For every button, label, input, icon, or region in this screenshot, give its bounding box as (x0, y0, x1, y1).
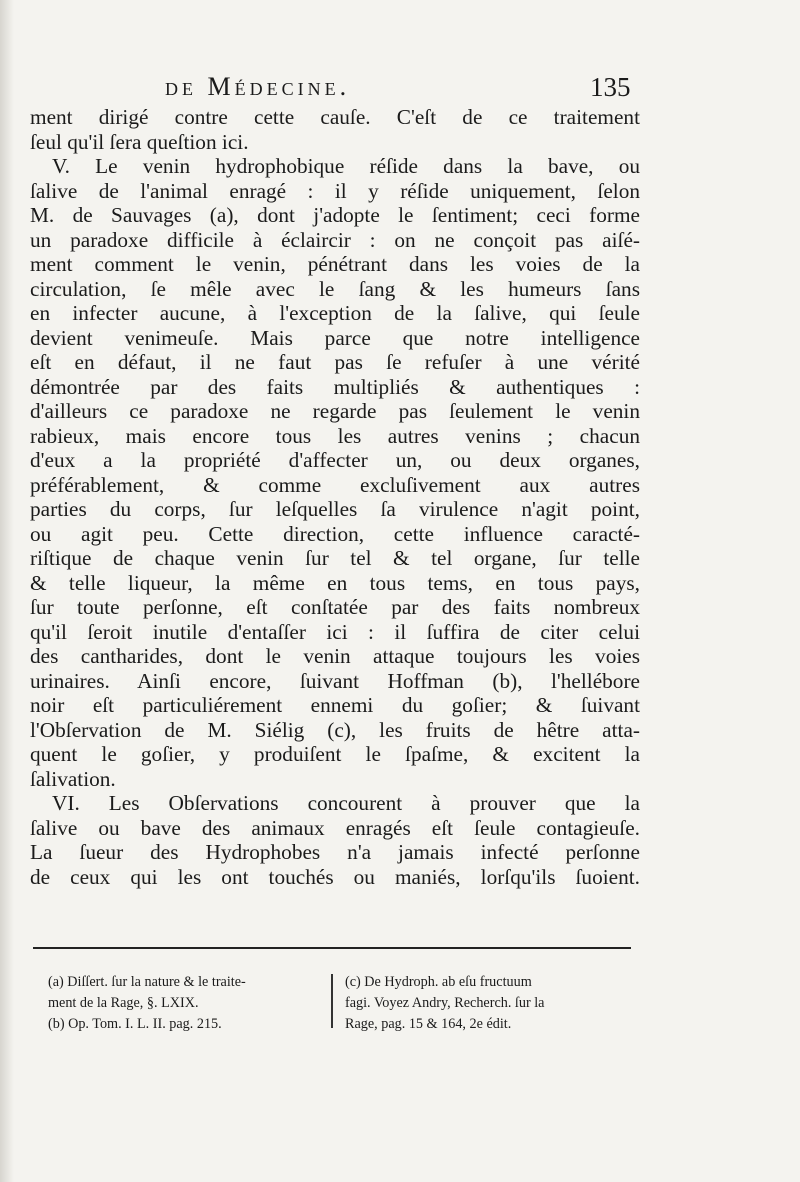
text-line: préférablement, & comme excluſivement aux autres (30, 472, 640, 497)
page-header (30, 72, 630, 102)
footnote-line: (b) Op. Tom. I. L. II. pag. 215. (48, 1016, 222, 1032)
text-line: ſeul qu'il ſera queſtion ici. (30, 129, 249, 154)
text-line: ment dirigé contre cette cauſe. C'eſt de ce traitement (30, 105, 640, 129)
text-line: des cantharides, dont le venin attaque toujours les voies (30, 644, 640, 668)
footnote-separator (33, 947, 631, 949)
footnote-column-right (345, 972, 625, 1035)
text-line: riſtique de chaque venin ſur tel & tel organe, ſur telle (30, 546, 640, 570)
footnote-line: (a) Diſſert. ſur la nature & le traite- (48, 974, 246, 990)
text-line: ſur toute perſonne, eſt conſtatée par des faits nombreux (30, 595, 640, 619)
text-line: ment comment le venin, pénétrant dans les voies de la (30, 252, 640, 276)
text-line: qu'il ſeroit inutile d'entaſſer ici : il ſuffira de citer celui (30, 619, 640, 644)
text-line: ſalivation. (30, 766, 116, 791)
text-line: & telle liqueur, la même en tous tems, en tous pays, (30, 570, 640, 595)
text-line: rabieux, mais encore tous les autres venins ; chacun (30, 423, 640, 448)
page-edge-shadow (0, 0, 14, 1182)
text-line: M. de Sauvages (a), dont j'adopte le ſentiment; ceci forme (30, 203, 640, 227)
text-line: urinaires. Ainſi encore, ſuivant Hoffman (b), l'hellébore (30, 668, 640, 693)
footnotes (40, 972, 630, 1032)
text-line: V. Le venin hydrophobique réſide dans la bave, ou (52, 154, 640, 178)
text-line: VI. Les Obſervations concourent à prouver que la (52, 791, 640, 815)
text-line: La ſueur des Hydrophobes n'a jamais infecté perſonne (30, 840, 640, 864)
text-line: ou agit peu. Cette direction, cette influence caracté- (30, 521, 640, 546)
text-line: un paradoxe difficile à éclaircir : on ne conçoit pas aiſé- (30, 227, 640, 252)
text-line: démontrée par des faits multipliés & authentiques : (30, 374, 640, 399)
text-line: ſalive ou bave des animaux enragés eſt ſeule contagieuſe. (30, 815, 640, 840)
text-line: circulation, ſe mêle avec le ſang & les humeurs ſans (30, 276, 640, 301)
text-line: de ceux qui les ont touchés ou maniés, lorſqu'ils ſuoient. (30, 864, 640, 889)
text-line: quent le goſier, y produiſent le ſpaſme, & excitent la (30, 742, 640, 766)
footnote-line: fagi. Voyez Andry, Recherch. ſur la (345, 995, 545, 1011)
body-text (30, 105, 640, 889)
footnote-line: Rage, pag. 15 & 164, 2e édit. (345, 1016, 512, 1032)
text-line: ſalive de l'animal enragé : il y réſide uniquement, ſelon (30, 178, 640, 203)
page-number: 135 (590, 72, 631, 102)
running-title: de Médecine. (165, 72, 351, 101)
footnote-column-divider (331, 974, 333, 1028)
text-line: d'eux a la propriété d'affecter un, ou deux organes, (30, 448, 640, 472)
footnote-line: ment de la Rage, §. LXIX. (48, 995, 199, 1011)
footnote-line: (c) De Hydroph. ab eſu fructuum (345, 974, 532, 990)
text-line: en infecter aucune, à l'exception de la ſalive, qui ſeule (30, 301, 640, 325)
text-line: d'ailleurs ce paradoxe ne regarde pas ſeulement le venin (30, 399, 640, 423)
text-line: noir eſt particuliérement ennemi du goſier; & ſuivant (30, 693, 640, 717)
text-line: devient venimeuſe. Mais parce que notre intelligence (30, 325, 640, 350)
footnote-column-left (48, 972, 328, 1035)
text-line: l'Obſervation de M. Siélig (c), les fruits de hêtre atta- (30, 717, 640, 742)
text-line: eſt en défaut, il ne faut pas ſe refuſer à une vérité (30, 350, 640, 374)
text-line: parties du corps, ſur leſquelles ſa virulence n'agit point, (30, 497, 640, 521)
